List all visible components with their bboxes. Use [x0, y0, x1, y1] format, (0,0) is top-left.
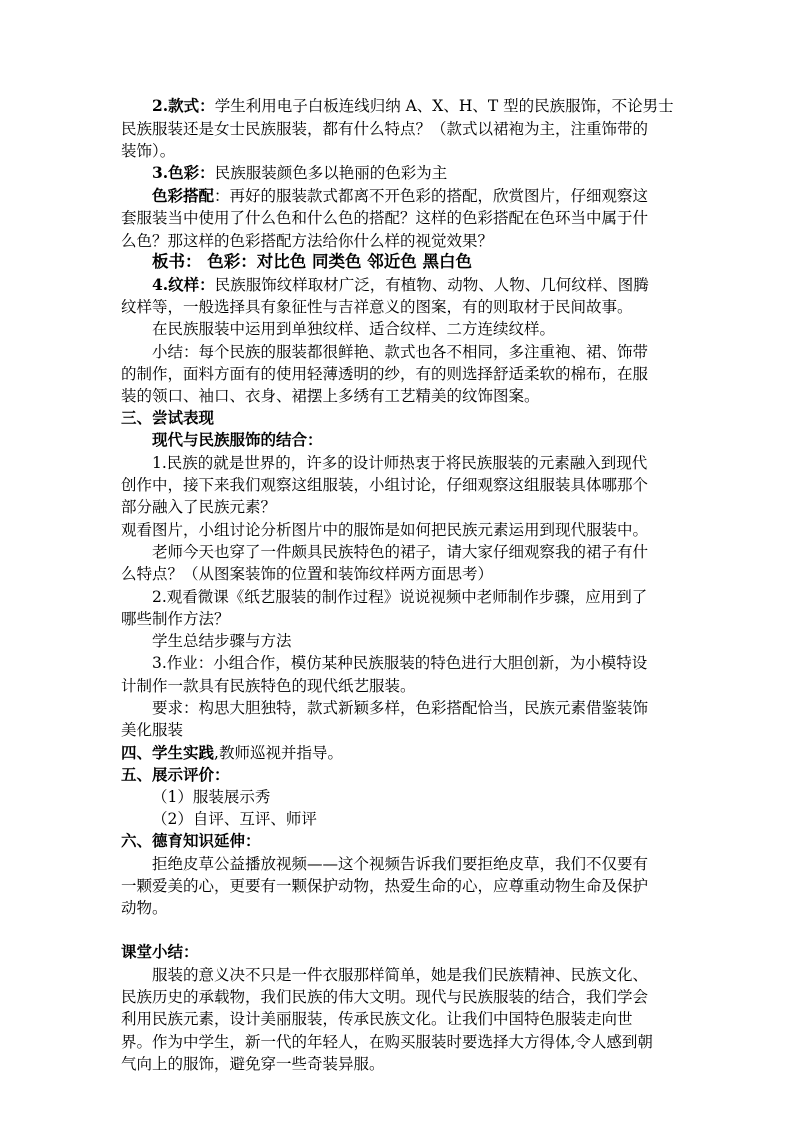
section-6-heading: 六、德育知识延伸： [121, 831, 261, 850]
class-summary-line-1: 服装的意义决不只是一件衣服那样简单，她是我们民族精神、民族文化、 [152, 966, 649, 984]
color-match-line-1 [152, 185, 648, 207]
teacher-dress-line-2: 么特点？（从图案装饰的位置和装饰纹样两方面思考） [121, 565, 494, 583]
pattern-line-1 [152, 274, 649, 296]
students-summarize-line: 学生总结步骤与方法 [152, 632, 292, 650]
color-match-line-3: 么色？那这样的色彩搭配方法给你什么样的视觉效果？ [121, 232, 494, 250]
section-4-text: ,教师巡视并指导。 [214, 744, 343, 762]
section-3-heading: 三、尝试表现 [121, 408, 215, 427]
step-2-line-1: 2.观看微课《纸艺服装的制作过程》说说视频中老师制作步骤，应用到了 [152, 588, 648, 606]
teacher-dress-line-1: 老师今天也穿了一件颇具民族特色的裙子，请大家仔细观察我的裙子有什 [152, 543, 649, 561]
moral-line-3: 动物。 [121, 899, 168, 917]
step-1-line-2: 创作中，接下来我们观察这组服装，小组讨论，仔细观察这组服装具体哪那个 [121, 476, 649, 494]
brief-summary-line-2: 的制作，面料方面有的使用轻薄透明的纱，有的则选择舒适柔软的棉布，在服 [121, 365, 649, 383]
class-summary-line-2: 民族历史的承载物，我们民族的伟大文明。现代与民族服装的结合，我们学会 [121, 988, 649, 1006]
section-5-heading: 五、展示评价： [121, 765, 230, 784]
brief-summary-line-1: 小结：每个民族的服装都很鲜艳、款式也各不相同，多注重袍、裙、饰带 [152, 343, 649, 361]
class-summary-heading: 课堂小结： [121, 942, 199, 961]
blackboard-note: 板书： 色彩：对比色 同类色 邻近色 黑白色 [152, 252, 472, 271]
class-summary-line-5: 气向上的服饰，避免穿一些奇装异服。 [121, 1055, 385, 1073]
color-match-text: ：再好的服装款式都离不开色彩的搭配，欣赏图片，仔细观察这 [214, 187, 649, 205]
style-line-1 [152, 95, 674, 117]
pattern-text: 民族服饰纹样取材广泛，有植物、动物、人物、几何纹样、图腾 [214, 276, 649, 294]
homework-line-1: 3.作业：小组合作，模仿某种民族服装的特色进行大胆创新，为小模特设 [152, 654, 648, 672]
section-4-label: 四、学生实践 [121, 743, 215, 762]
section-5-item-2: （2）自评、互评、师评 [152, 810, 317, 828]
section-4-heading [121, 742, 343, 764]
style-line-3: 装饰）。 [121, 142, 176, 160]
class-summary-line-3: 利用民族元素，设计美丽服装，传承民族文化。让我们中国特色服装走向世 [121, 1010, 633, 1028]
section-3-subheading: 现代与民族服饰的结合： [152, 430, 323, 449]
step-1-line-1: 1.民族的就是世界的，许多的设计师热衷于将民族服装的元素融入到现代 [152, 454, 648, 472]
color-match-line-2: 套服装当中使用了什么色和什么色的搭配？这样的色彩搭配在色环当中属于什 [121, 209, 649, 227]
requirements-line-2: 美化服装 [121, 721, 184, 739]
requirements-line-1: 要求：构思大胆独特，款式新颖多样，色彩搭配恰当，民族元素借鉴装饰 [152, 699, 649, 717]
style-text: 学生利用电子白板连线归纳 A、X、H、T 型的民族服饰，不论男士 [214, 97, 674, 115]
pattern-types-line: 在民族服装中运用到单独纹样、适合纹样、二方连续纹样。 [152, 320, 556, 338]
step-1-line-3: 部分融入了民族元素？ [121, 498, 277, 516]
color-match-label: 色彩搭配 [152, 186, 215, 205]
class-summary-line-4: 界。作为中学生，新一代的年轻人，在购买服装时要选择大方得体,令人感到朝 [121, 1033, 653, 1051]
pattern-line-2: 纹样等，一般选择具有象征性与吉祥意义的图案，有的则取材于民间故事。 [121, 298, 633, 316]
step-2-line-2: 哪些制作方法？ [121, 610, 230, 628]
color-label: 3.色彩： [152, 163, 215, 182]
color-line-1 [152, 162, 447, 184]
homework-line-2: 计制作一款具有民族特色的现代纸艺服装。 [121, 677, 416, 695]
observe-images-line: 观看图片，小组讨论分析图片中的服饰是如何把民族元素运用到现代服装中。 [121, 521, 649, 539]
pattern-label: 4.纹样： [152, 275, 215, 294]
section-5-item-1: （1）服装展示秀 [152, 788, 271, 806]
brief-summary-line-3: 装的领口、袖口、衣身、裙摆上多绣有工艺精美的纹饰图案。 [121, 387, 540, 405]
moral-line-2: 一颗爱美的心，更要有一颗保护动物，热爱生命的心，应尊重动物生命及保护 [121, 877, 649, 895]
style-label: 2.款式： [152, 96, 215, 115]
style-line-2: 民族服装还是女士民族服装，都有什么特点？（款式以裙袍为主，注重饰带的 [121, 120, 649, 138]
color-text: 民族服装颜色多以艳丽的色彩为主 [214, 164, 448, 182]
moral-line-1: 拒绝皮草公益播放视频——这个视频告诉我们要拒绝皮草，我们不仅要有 [152, 855, 649, 873]
